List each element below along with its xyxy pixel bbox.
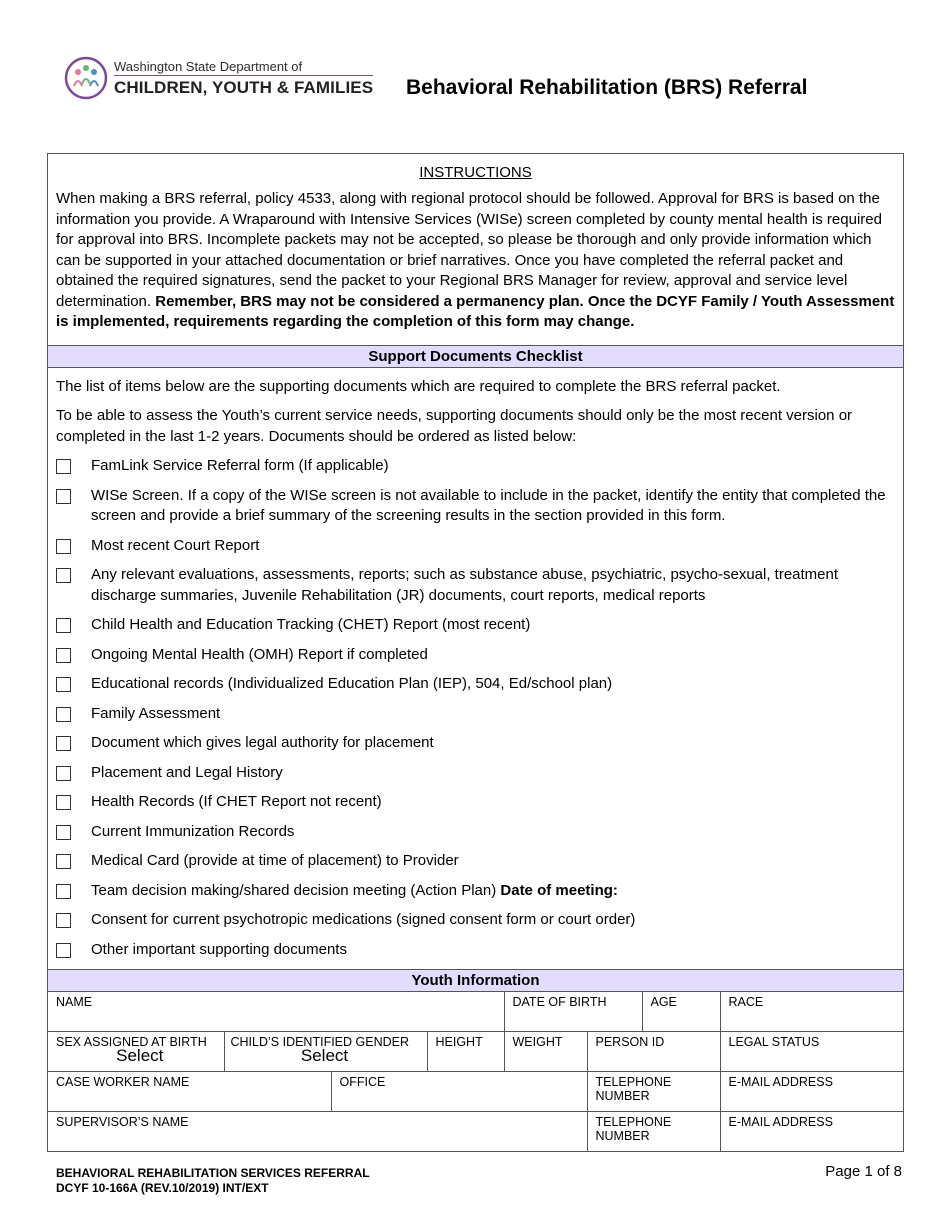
checklist-item bbox=[48, 486, 903, 527]
instructions-bold-note: Remember, BRS may not be considered a permanency plan. Once the DCYF Family / Youth Assessment is implemented, requirements regarding the completion of this form may change. bbox=[56, 292, 895, 330]
checklist-item-label: Any relevant evaluations, assessments, reports; such as substance abuse, psychiatric, psycho-sexual, treatment discharge summaries, Juvenile Rehabilitation (JR) documents, court reports, medical reports bbox=[91, 566, 839, 604]
page-title: Behavioral Rehabilitation (BRS) Referral bbox=[406, 76, 808, 99]
sex-field[interactable] bbox=[48, 1032, 224, 1072]
gender-label: CHILD’S IDENTIFIED GENDER bbox=[230, 1035, 409, 1049]
height-field[interactable] bbox=[427, 1032, 504, 1072]
checklist-item-label: Placement and Legal History bbox=[91, 763, 283, 781]
checklist-item bbox=[48, 456, 903, 477]
checkbox[interactable] bbox=[56, 707, 71, 722]
email-label: E-MAIL ADDRESS bbox=[728, 1075, 833, 1089]
checkbox[interactable] bbox=[56, 884, 71, 899]
checkbox[interactable] bbox=[56, 913, 71, 928]
checklist-item-label: Child Health and Education Tracking (CHET) Report (most recent) bbox=[91, 616, 531, 633]
footer-form-number: DCYF 10-166A (REV.10/2019) INT/EXT bbox=[56, 1181, 269, 1195]
age-field[interactable] bbox=[642, 992, 720, 1032]
checkbox[interactable] bbox=[56, 618, 71, 633]
checkbox[interactable] bbox=[56, 766, 71, 781]
checklist-item bbox=[48, 536, 903, 557]
race-label: RACE bbox=[728, 995, 764, 1009]
footer-form-name: BEHAVIORAL REHABILITATION SERVICES REFERRAL bbox=[56, 1166, 370, 1180]
checkbox[interactable] bbox=[56, 648, 71, 663]
checkbox[interactable] bbox=[56, 489, 71, 504]
legal-status-field[interactable] bbox=[720, 1032, 903, 1072]
checklist-item-label: Current Immunization Records bbox=[91, 822, 295, 840]
dcyf-logo bbox=[64, 56, 373, 100]
checklist-item bbox=[48, 674, 903, 695]
height-label: HEIGHT bbox=[435, 1035, 483, 1049]
form-frame bbox=[47, 153, 904, 1152]
checklist-item-label: Most recent Court Report bbox=[91, 536, 260, 554]
weight-field[interactable] bbox=[504, 1032, 587, 1072]
checkbox[interactable] bbox=[56, 568, 71, 583]
instructions-text bbox=[48, 181, 903, 345]
sex-select[interactable]: Select bbox=[116, 1046, 164, 1065]
checkbox[interactable] bbox=[56, 459, 71, 474]
sex-label: SEX ASSIGNED AT BIRTH bbox=[56, 1035, 207, 1049]
checklist-item bbox=[48, 615, 903, 636]
office-field[interactable] bbox=[331, 1072, 587, 1112]
checklist-item bbox=[48, 763, 903, 784]
case-worker-label: CASE WORKER NAME bbox=[56, 1075, 190, 1089]
supervisor-telephone-field[interactable] bbox=[587, 1112, 720, 1152]
legal-status-label: LEGAL STATUS bbox=[728, 1035, 820, 1049]
gender-field[interactable] bbox=[224, 1032, 427, 1072]
checkbox[interactable] bbox=[56, 795, 71, 810]
checklist-intro-1: The list of items below are the supporting documents which are required to complete the BRS referral packet. bbox=[56, 377, 781, 395]
weight-label: WEIGHT bbox=[512, 1035, 563, 1049]
youth-info-table bbox=[48, 991, 903, 1151]
telephone-label: TELEPHONE NUMBER bbox=[595, 1075, 672, 1103]
checklist-item-label: Medical Card (provide at time of placement) to Provider bbox=[91, 852, 459, 869]
dob-label: DATE OF BIRTH bbox=[512, 995, 607, 1009]
gender-select[interactable]: Select bbox=[300, 1046, 349, 1065]
email-field[interactable] bbox=[720, 1072, 903, 1112]
checklist-item-label: Family Assessment bbox=[91, 704, 221, 722]
checklist-heading: Support Documents Checklist bbox=[48, 345, 903, 368]
checklist-item-label: Ongoing Mental Health (OMH) Report if completed bbox=[91, 645, 428, 663]
page-number: Page 1 of 8 bbox=[825, 1163, 902, 1180]
logo-agency-text: CHILDREN, YOUTH & FAMILIES bbox=[114, 78, 374, 97]
office-label: OFFICE bbox=[339, 1075, 386, 1089]
youth-info-heading: Youth Information bbox=[48, 969, 903, 991]
checklist-item bbox=[48, 792, 903, 813]
person-id-field[interactable] bbox=[587, 1032, 720, 1072]
checklist-item bbox=[48, 733, 903, 754]
checklist-item bbox=[48, 822, 903, 843]
race-field[interactable] bbox=[720, 992, 903, 1032]
checklist-item-label: Health Records (If CHET Report not recent) bbox=[91, 793, 382, 810]
checklist-item bbox=[48, 704, 903, 725]
logo-department-text: Washington State Department of bbox=[114, 60, 373, 76]
checklist-item-label: Other important supporting documents bbox=[91, 940, 347, 958]
footer-form-id bbox=[56, 1166, 370, 1196]
checklist-item-label: FamLink Service Referral form (If applicable) bbox=[91, 457, 389, 474]
person-id-label: PERSON ID bbox=[595, 1035, 665, 1049]
checkbox[interactable] bbox=[56, 539, 71, 554]
case-worker-field[interactable] bbox=[48, 1072, 331, 1112]
checkbox[interactable] bbox=[56, 677, 71, 692]
instructions-body: When making a BRS referral, policy 4533, along with regional protocol should be followed. Approval for BRS is based on the information you provide. A Wraparound with Intensive Services (WISe) screen completed by county mental health is required for approval into BRS. Incomplete packets may not be accepted, so please be thorough and only provide information which can be supported in your attached documentation or brief narratives. Once you have completed the referral packet and obtained the required signatures, send the packet to your Regional BRS Manager for review, approval and service level determination. bbox=[56, 190, 882, 310]
supervisor-label: SUPERVISOR’S NAME bbox=[56, 1115, 189, 1129]
checkbox[interactable] bbox=[56, 825, 71, 840]
instructions-heading: INSTRUCTIONS bbox=[419, 164, 532, 181]
supervisor-field[interactable] bbox=[48, 1112, 587, 1152]
checklist-item bbox=[48, 565, 903, 606]
checklist-item-label: Team decision making/shared decision meeting (Action Plan) bbox=[91, 881, 497, 899]
supervisor-telephone-label: TELEPHONE NUMBER bbox=[595, 1115, 672, 1143]
checklist-item-label: Educational records (Individualized Education Plan (IEP), 504, Ed/school plan) bbox=[91, 675, 613, 692]
checkbox[interactable] bbox=[56, 943, 71, 958]
name-label: NAME bbox=[56, 995, 93, 1009]
age-label: AGE bbox=[650, 995, 677, 1009]
checkbox[interactable] bbox=[56, 736, 71, 751]
supervisor-email-label: E-MAIL ADDRESS bbox=[728, 1115, 833, 1129]
checkbox[interactable] bbox=[56, 854, 71, 869]
dcyf-logo-icon bbox=[64, 56, 108, 100]
checklist-item-label: WISe Screen. If a copy of the WISe screen is not available to include in the packet, identify the entity that completed the screen and provide a brief summary of the screening results in the section provided in this form. bbox=[91, 486, 886, 524]
checklist-item bbox=[48, 910, 903, 931]
checklist-intro-2: To be able to assess the Youth’s current service needs, supporting documents should only be the most recent version or completed in the last 1-2 years. Documents should be ordered as listed below: bbox=[56, 407, 853, 445]
checklist-item-label: Consent for current psychotropic medications (signed consent form or court order) bbox=[91, 911, 636, 928]
dob-field[interactable] bbox=[504, 992, 642, 1032]
checklist-item-label: Document which gives legal authority for placement bbox=[91, 734, 434, 751]
supervisor-email-field[interactable] bbox=[720, 1112, 903, 1152]
checklist-item bbox=[48, 881, 903, 902]
checklist-item bbox=[48, 851, 903, 872]
telephone-field[interactable] bbox=[587, 1072, 720, 1112]
date-of-meeting-label: Date of meeting: bbox=[500, 881, 618, 899]
checklist-item bbox=[48, 940, 903, 961]
name-field[interactable] bbox=[48, 992, 504, 1032]
checklist-item bbox=[48, 645, 903, 666]
